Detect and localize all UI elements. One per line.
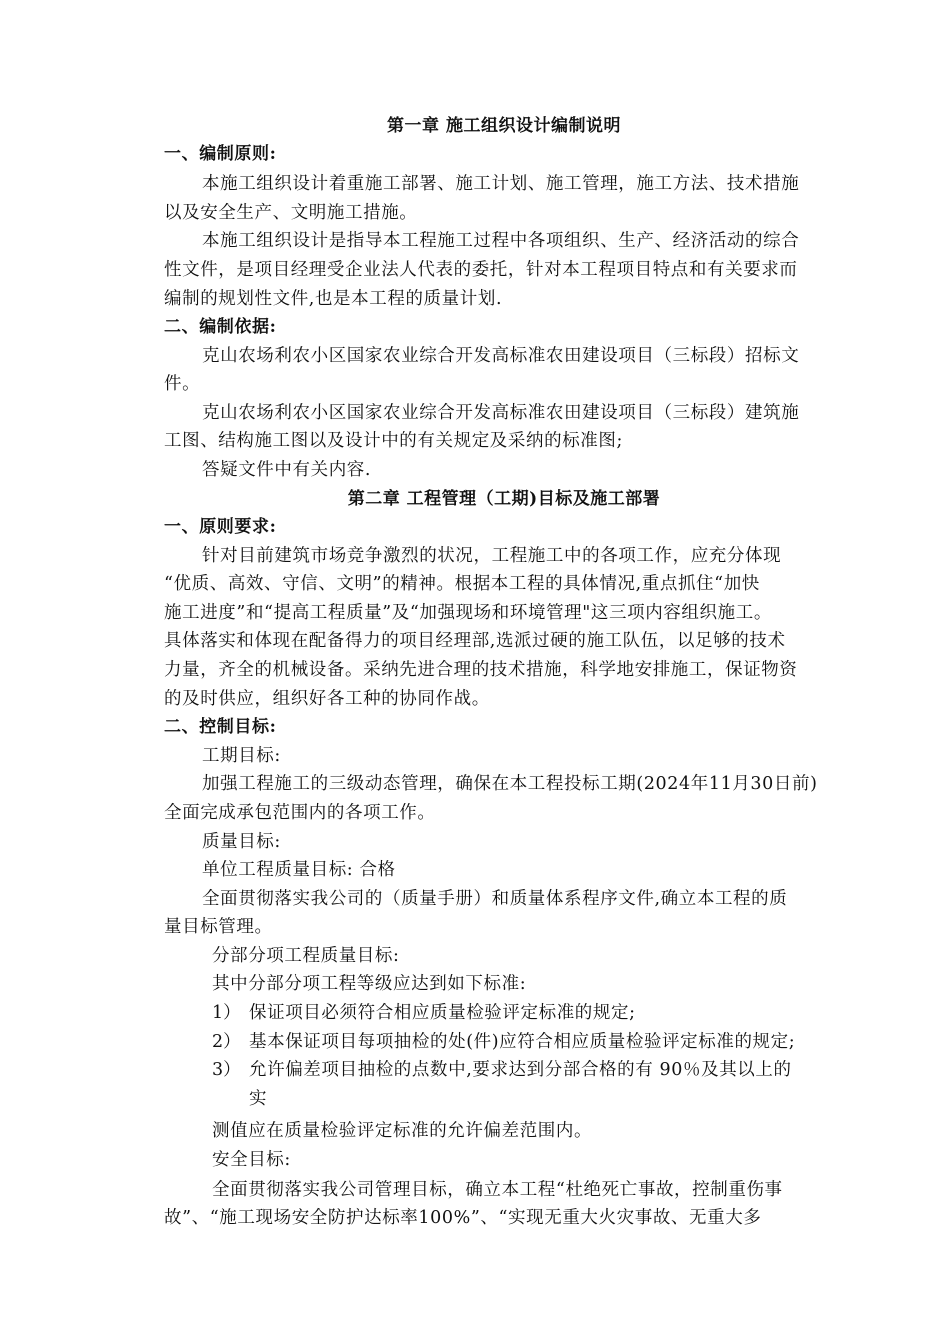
list-item-number: 2） bbox=[212, 1032, 241, 1052]
paragraph-line: 以及安全生产、文明施工措施。 bbox=[164, 203, 418, 223]
section-heading-principles: 一、编制原则: bbox=[164, 144, 277, 164]
list-item-text: 允许偏差项目抽检的点数中,要求达到分部合格的有 90％及其以上的 bbox=[249, 1060, 792, 1080]
safety-target-label: 安全目标: bbox=[212, 1150, 291, 1170]
list-item-number: 1） bbox=[212, 1003, 241, 1023]
paragraph-line: 针对目前建筑市场竞争激烈的状况，工程施工中的各项工作，应充分体现 bbox=[202, 546, 782, 566]
sub-quality-label: 分部分项工程质量目标: bbox=[212, 946, 400, 966]
paragraph-line: 故”、“施工现场安全防护达标率100%”、“实现无重大火灾事故、无重大多 bbox=[164, 1208, 762, 1228]
paragraph-line: 加强工程施工的三级动态管理，确保在本工程投标工期(2024年11月30日前) bbox=[202, 774, 818, 794]
section-heading-requirements: 一、原则要求: bbox=[164, 517, 277, 537]
paragraph-line: 施工进度”和“提高工程质量”及“加强现场和环境管理"这三项内容组织施工。 bbox=[164, 603, 772, 623]
paragraph-line: 全面完成承包范围内的各项工作。 bbox=[164, 803, 436, 823]
paragraph-line: 克山农场利农小区国家农业综合开发高标准农田建设项目（三标段）建筑施 bbox=[202, 403, 800, 423]
paragraph-line: 答疑文件中有关内容. bbox=[202, 460, 372, 480]
section-heading-targets: 二、控制目标: bbox=[164, 717, 277, 737]
paragraph-line: 编制的规划性文件,也是本工程的质量计划. bbox=[164, 289, 503, 309]
paragraph-line: 件。 bbox=[164, 374, 201, 394]
paragraph-line: 性文件，是项目经理受企业法人代表的委托，针对本工程项目特点和有关要求而 bbox=[164, 260, 798, 280]
paragraph-line: 的及时供应，组织好各工种的协同作战。 bbox=[164, 689, 490, 709]
chapter-2-title: 第二章 工程管理（工期)目标及施工部署 bbox=[347, 489, 661, 509]
paragraph-line: 本施工组织设计着重施工部署、施工计划、施工管理，施工方法、技术措施 bbox=[202, 174, 800, 194]
list-item-number: 3） bbox=[212, 1060, 241, 1080]
paragraph-line: 工图、结构施工图以及设计中的有关规定及采纳的标准图; bbox=[164, 431, 623, 451]
schedule-target-label: 工期目标: bbox=[202, 746, 281, 766]
paragraph-line: 克山农场利农小区国家农业综合开发高标准农田建设项目（三标段）招标文 bbox=[202, 346, 800, 366]
paragraph-line: 量目标管理。 bbox=[164, 917, 273, 937]
list-item-continuation: 实 bbox=[249, 1089, 268, 1109]
paragraph-line: 全面贯彻落实我公司的（质量手册）和质量体系程序文件,确立本工程的质 bbox=[202, 889, 788, 909]
quality-target-label: 质量目标: bbox=[202, 832, 281, 852]
paragraph-line: 具体落实和体现在配备得力的项目经理部,选派过硬的施工队伍，以足够的技术 bbox=[164, 631, 786, 651]
section-heading-basis: 二、编制依据: bbox=[164, 317, 277, 337]
paragraph-line: 本施工组织设计是指导本工程施工过程中各项组织、生产、经济活动的综合 bbox=[202, 231, 800, 251]
sub-quality-intro: 其中分部分项工程等级应达到如下标准: bbox=[212, 974, 527, 994]
chapter-1-title: 第一章 施工组织设计编制说明 bbox=[387, 116, 621, 136]
unit-quality-target: 单位工程质量目标: 合格 bbox=[202, 860, 396, 880]
list-item-text: 基本保证项目每项抽检的处(件)应符合相应质量检验评定标准的规定; bbox=[249, 1032, 796, 1052]
list-item-text: 保证项目必须符合相应质量检验评定标准的规定; bbox=[249, 1003, 636, 1023]
paragraph-line: “优质、高效、守信、文明”的精神。根据本工程的具体情况,重点抓住“加快 bbox=[164, 574, 760, 594]
paragraph-line: 测值应在质量检验评定标准的允许偏差范围内。 bbox=[212, 1121, 593, 1141]
paragraph-line: 全面贯彻落实我公司管理目标，确立本工程“杜绝死亡事故，控制重伤事 bbox=[212, 1180, 783, 1200]
paragraph-line: 力量，齐全的机械设备。采纳先进合理的技术措施，科学地安排施工，保证物资 bbox=[164, 660, 798, 680]
